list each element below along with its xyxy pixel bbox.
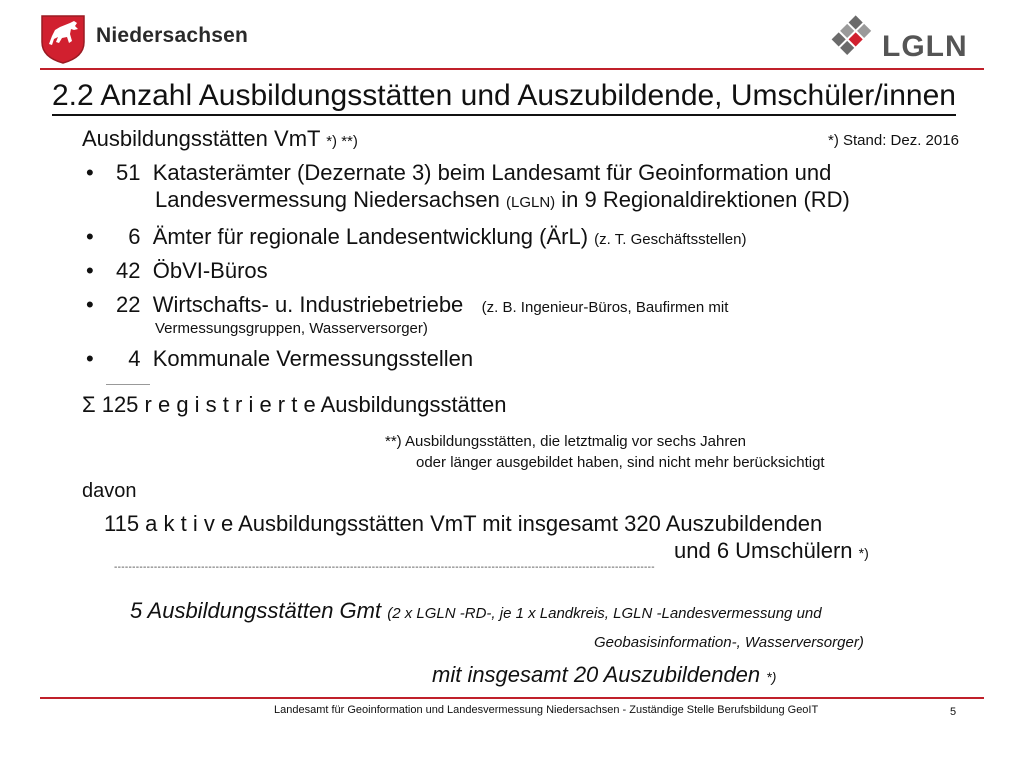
bullet-icon: • (86, 346, 94, 371)
gmt-mark: *) (766, 669, 777, 685)
gmt-line (130, 598, 822, 624)
list-count: 22 (116, 292, 141, 317)
list-item (86, 258, 268, 284)
list-note: (z. T. Geschäftsstellen) (594, 231, 747, 248)
slide-title: 2.2 Anzahl Ausbildungsstätten und Auszubildende, Umschüler/innen (52, 78, 956, 116)
list-count: 42 (116, 258, 141, 283)
gmt-note-continuation: Geobasisinformation-, Wasserversorger) (594, 634, 864, 651)
sum-line: Σ 125 r e g i s t r i e r t e Ausbildungsstätten (82, 392, 507, 417)
header-divider (40, 68, 984, 70)
dashed-separator: ----------------------------------------------------------------------------------------------------------------------------------------------------- (114, 562, 655, 573)
list-count: 6 (128, 224, 141, 249)
footer-divider (40, 697, 984, 699)
list-count: 51 (116, 160, 141, 185)
subtitle (82, 126, 358, 155)
footnote-line1: **) Ausbildungsstätten, die letztmalig vor sechs Jahren (385, 433, 747, 450)
footnote-line2: oder länger ausgebildet haben, sind nicht mehr berücksichtigt (416, 454, 825, 471)
list-text: in 9 Regionaldirektionen (RD) (555, 187, 850, 212)
list-text: Kommunale Vermessungsstellen (152, 346, 474, 371)
stand-note: *) Stand: Dez. 2016 (828, 132, 959, 149)
active-line2 (674, 538, 869, 566)
list-note-continuation: Vermessungsgruppen, Wasserversorger) (155, 320, 428, 337)
active-line1: 115 a k t i v e Ausbildungsstätten VmT mit insgesamt 320 Auszubildenden (104, 511, 823, 536)
gmt-total (432, 662, 776, 688)
list-text: Ämter für regionale Landesentwicklung (ÄrL) (152, 224, 589, 249)
list-note: (z. B. Ingenieur-Büros, Baufirmen mit (481, 299, 729, 316)
niedersachsen-coat-of-arms-icon (40, 14, 86, 64)
lgln-logo-text: LGLN (882, 30, 968, 63)
list-count: 4 (128, 346, 141, 371)
list-text: ÖbVI-Büros (152, 258, 268, 283)
davon-label: davon (82, 480, 137, 502)
gmt-main: 5 Ausbildungsstätten Gmt (130, 598, 382, 623)
page-number: 5 (950, 706, 957, 718)
active-mark: *) (858, 545, 869, 561)
gmt-total-text: mit insgesamt 20 Auszubildenden (432, 662, 761, 687)
list-text: Wirtschafts- u. Industriebetriebe (152, 292, 464, 317)
list-item (86, 160, 831, 186)
list-note: (LGLN) (505, 194, 556, 211)
list-text: Landesvermessung Niedersachsen (155, 187, 506, 212)
bullet-icon: • (86, 258, 94, 283)
list-item (86, 346, 473, 372)
lgln-logo-icon (822, 14, 878, 62)
bullet-icon: • (86, 292, 94, 317)
bullet-icon: • (86, 224, 94, 249)
list-item (86, 224, 746, 253)
active-line2-text: und 6 Umschülern (674, 538, 853, 563)
footer-text: Landesamt für Geoinformation und Landesvermessung Niedersachsen - Zuständige Stelle Berufsbildung GeoIT (274, 704, 819, 716)
list-item-continuation (155, 187, 850, 216)
list-item (86, 292, 728, 321)
state-name-label: Niedersachsen (96, 24, 249, 47)
sum-rule (106, 384, 150, 385)
bullet-icon: • (86, 160, 94, 185)
subtitle-label: Ausbildungsstätten VmT (82, 126, 321, 151)
subtitle-marks: *) **) (326, 133, 358, 150)
gmt-note: (2 x LGLN -RD-, je 1 x Landkreis, LGLN -Landesvermessung und (387, 605, 822, 622)
list-text: Katasterämter (Dezernate 3) beim Landesamt für Geoinformation und (152, 160, 832, 185)
